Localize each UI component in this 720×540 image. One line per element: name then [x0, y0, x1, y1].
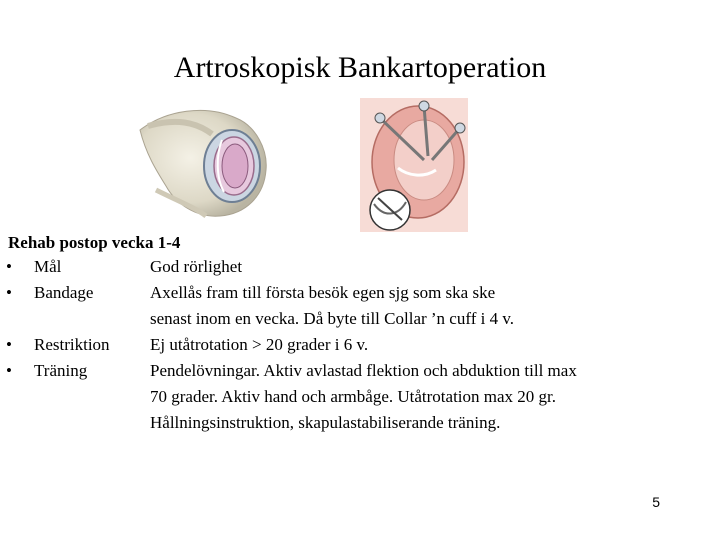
item-description: 70 grader. Aktiv hand och armbåge. Utåtrotation max 20 gr.: [150, 387, 557, 406]
shoulder-joint-illustration: [136, 100, 272, 218]
bullet: •: [6, 361, 12, 380]
slide-title: Artroskopisk Bankartoperation: [173, 51, 547, 84]
section-heading: Rehab postop vecka 1-4: [8, 233, 181, 252]
item-description: God rörlighet: [150, 257, 243, 276]
bullet: •: [6, 257, 12, 276]
item-description: Ej utåtrotation > 20 grader i 6 v.: [150, 335, 369, 354]
item-description: Pendelövningar. Aktiv avlastad flektion och abduktion till max: [150, 361, 577, 380]
item-label: Restriktion: [34, 335, 110, 354]
arthroscopy-illustration: [360, 98, 468, 232]
item-description: senast inom en vecka. Då byte till Collar ’n cuff i 4 v.: [150, 309, 514, 328]
item-label: Bandage: [34, 283, 94, 302]
item-label: Mål: [34, 257, 62, 276]
item-description: Hållningsinstruktion, skapulastabiliserande träning.: [150, 413, 501, 432]
bullet: •: [6, 335, 12, 354]
item-description: Axellås fram till första besök egen sjg som ska ske: [150, 283, 496, 302]
bullet: •: [6, 283, 12, 302]
page-number: 5: [652, 494, 660, 510]
item-label: Träning: [34, 361, 88, 380]
